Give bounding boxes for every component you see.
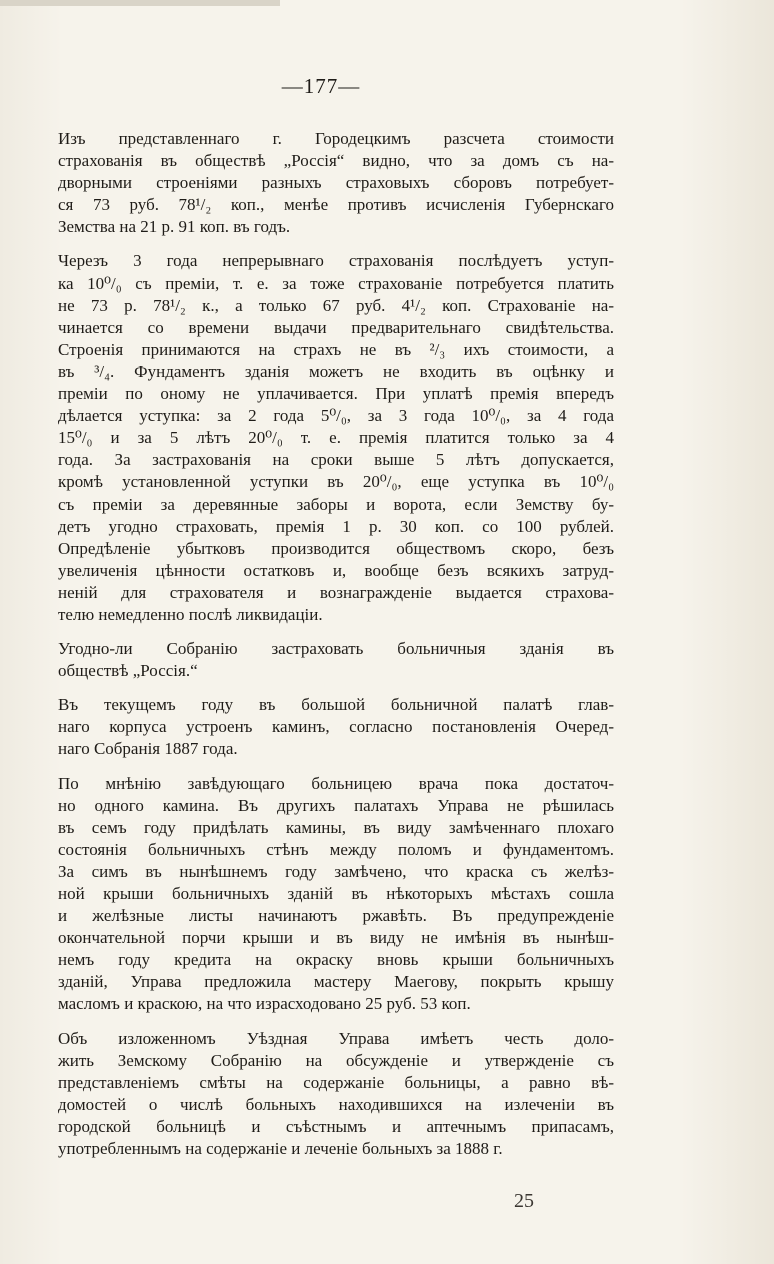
paragraph xyxy=(58,773,614,1016)
text-line: въ ³/₄. Фундаментъ зданія можетъ не входить въ оцѣнку и xyxy=(58,361,614,381)
text-line: представленіемъ смѣты на содержаніе больницы, а равно вѣ- xyxy=(58,1072,614,1092)
text-line: но одного камина. Въ другихъ палатахъ Управа не рѣшилась xyxy=(58,795,614,815)
text-line: телю немедленно послѣ ликвидаціи. xyxy=(58,604,323,624)
signature-mark: 25 xyxy=(514,1190,534,1212)
text-line: зданій, Управа предложила мастеру Маегову, покрыть крышу xyxy=(58,972,614,992)
text-line: употребленнымъ на содержаніе и леченіе больныхъ за 1888 г. xyxy=(58,1139,503,1159)
text-line: обществѣ „Россія.“ xyxy=(58,661,198,681)
text-line: года. За застрахованія на сроки выше 5 лѣтъ допускается, xyxy=(58,450,614,470)
text-line: Черезъ 3 года непрерывнаго страхованія послѣдуетъ уступ- xyxy=(58,251,614,271)
text-line: Земства на 21 р. 91 коп. въ годъ. xyxy=(58,217,291,237)
paragraph xyxy=(58,694,614,760)
text-line: Угодно-ли Собранію застраховать больничныя зданія въ xyxy=(58,639,614,659)
text-line: наго корпуса устроенъ каминъ, согласно постановленія Очеред- xyxy=(58,717,614,737)
text-line: Въ текущемъ году въ большой больничной палатѣ глав- xyxy=(58,695,614,715)
text-line: городской больницѣ и съѣстнымъ и аптечнымъ припасамъ, xyxy=(58,1116,614,1136)
text-line: Строенія принимаются на страхъ не въ ²/₃ ихъ стоимости, а xyxy=(58,339,614,359)
page-edge-shadow xyxy=(0,0,280,6)
text-line: домостей о числѣ больныхъ находившихся на излеченіи въ xyxy=(58,1094,614,1114)
text-line: неній для страхователя и вознагражденіе выдается страхова- xyxy=(58,582,614,602)
text-line: съ преміи за деревянные заборы и ворота, если Земству бу- xyxy=(58,494,614,514)
paragraph xyxy=(58,128,614,238)
text-line: жить Земскому Собранію на обсужденіе и утвержденіе съ xyxy=(58,1050,614,1070)
page-number: —177— xyxy=(281,74,361,98)
text-line: чинается со времени выдачи предварительнаго свидѣтельства. xyxy=(58,317,614,337)
text-line: Опредѣленіе убытковъ производится обществомъ скоро, безъ xyxy=(58,538,614,558)
text-line: За симъ въ нынѣшнемъ году замѣчено, что краска съ желѣз- xyxy=(58,861,614,881)
text-line: преміи по оному не уплачивается. При уплатѣ премія впередъ xyxy=(58,384,614,404)
text-line: По мнѣнію завѣдующаго больницею врача пока достаточ- xyxy=(58,773,614,793)
body-text xyxy=(58,128,614,1172)
text-line: кромѣ установленной уступки въ 20⁰/₀, еще уступка въ 10⁰/₀ xyxy=(58,472,614,492)
text-line: дворными строеніями разныхъ страховыхъ сборовъ потребует- xyxy=(58,173,614,193)
text-line: состоянія больничныхъ стѣнъ между поломъ и фундаментомъ. xyxy=(58,839,614,859)
text-line: окончательной порчи крыши и въ виду не имѣнія въ нынѣш- xyxy=(58,928,614,948)
text-line: и желѣзные листы начинаютъ ржавѣть. Въ предупрежденіе xyxy=(58,906,614,926)
text-line: немъ году кредита на окраску вновь крыши больничныхъ xyxy=(58,950,614,970)
text-line: страхованія въ обществѣ „Россія“ видно, что за домъ съ на- xyxy=(58,151,614,171)
text-line: масломъ и краскою, на что израсходовано 25 руб. 53 коп. xyxy=(58,994,471,1014)
paragraph xyxy=(58,1028,614,1161)
text-line: Объ изложенномъ Уѣздная Управа имѣетъ честь доло- xyxy=(58,1028,614,1048)
text-line: въ семъ году придѣлать камины, въ виду замѣченнаго плохаго xyxy=(58,817,614,837)
text-line: увеличенія цѣнности остатковъ и, вообще безъ всякихъ затруд- xyxy=(58,560,614,580)
text-line: не 73 р. 78¹/₂ к., а только 67 руб. 4¹/₂ коп. Страхованіе на- xyxy=(58,295,614,315)
text-line: детъ угодно страховать, премія 1 р. 30 коп. со 100 рублей. xyxy=(58,516,614,536)
text-line: наго Собранія 1887 года. xyxy=(58,739,238,759)
text-line: Изъ представленнаго г. Городецкимъ разсчета стоимости xyxy=(58,129,614,148)
text-line: дѣлается уступка: за 2 года 5⁰/₀, за 3 года 10⁰/₀, за 4 года xyxy=(58,406,614,426)
text-line: ной крыши больничныхъ зданій въ нѣкоторыхъ мѣстахъ сошла xyxy=(58,884,614,903)
text-line: ся 73 руб. 78¹/₂ коп., менѣе противъ исчисленія Губернскаго xyxy=(58,195,614,215)
paragraph xyxy=(58,250,614,626)
text-line: ка 10⁰/₀ съ преміи, т. е. за тоже страхованіе потребуется платить xyxy=(58,273,614,293)
paragraph xyxy=(58,638,614,682)
text-line: 15⁰/₀ и за 5 лѣтъ 20⁰/₀ т. е. премія платится только за 4 xyxy=(58,428,614,448)
